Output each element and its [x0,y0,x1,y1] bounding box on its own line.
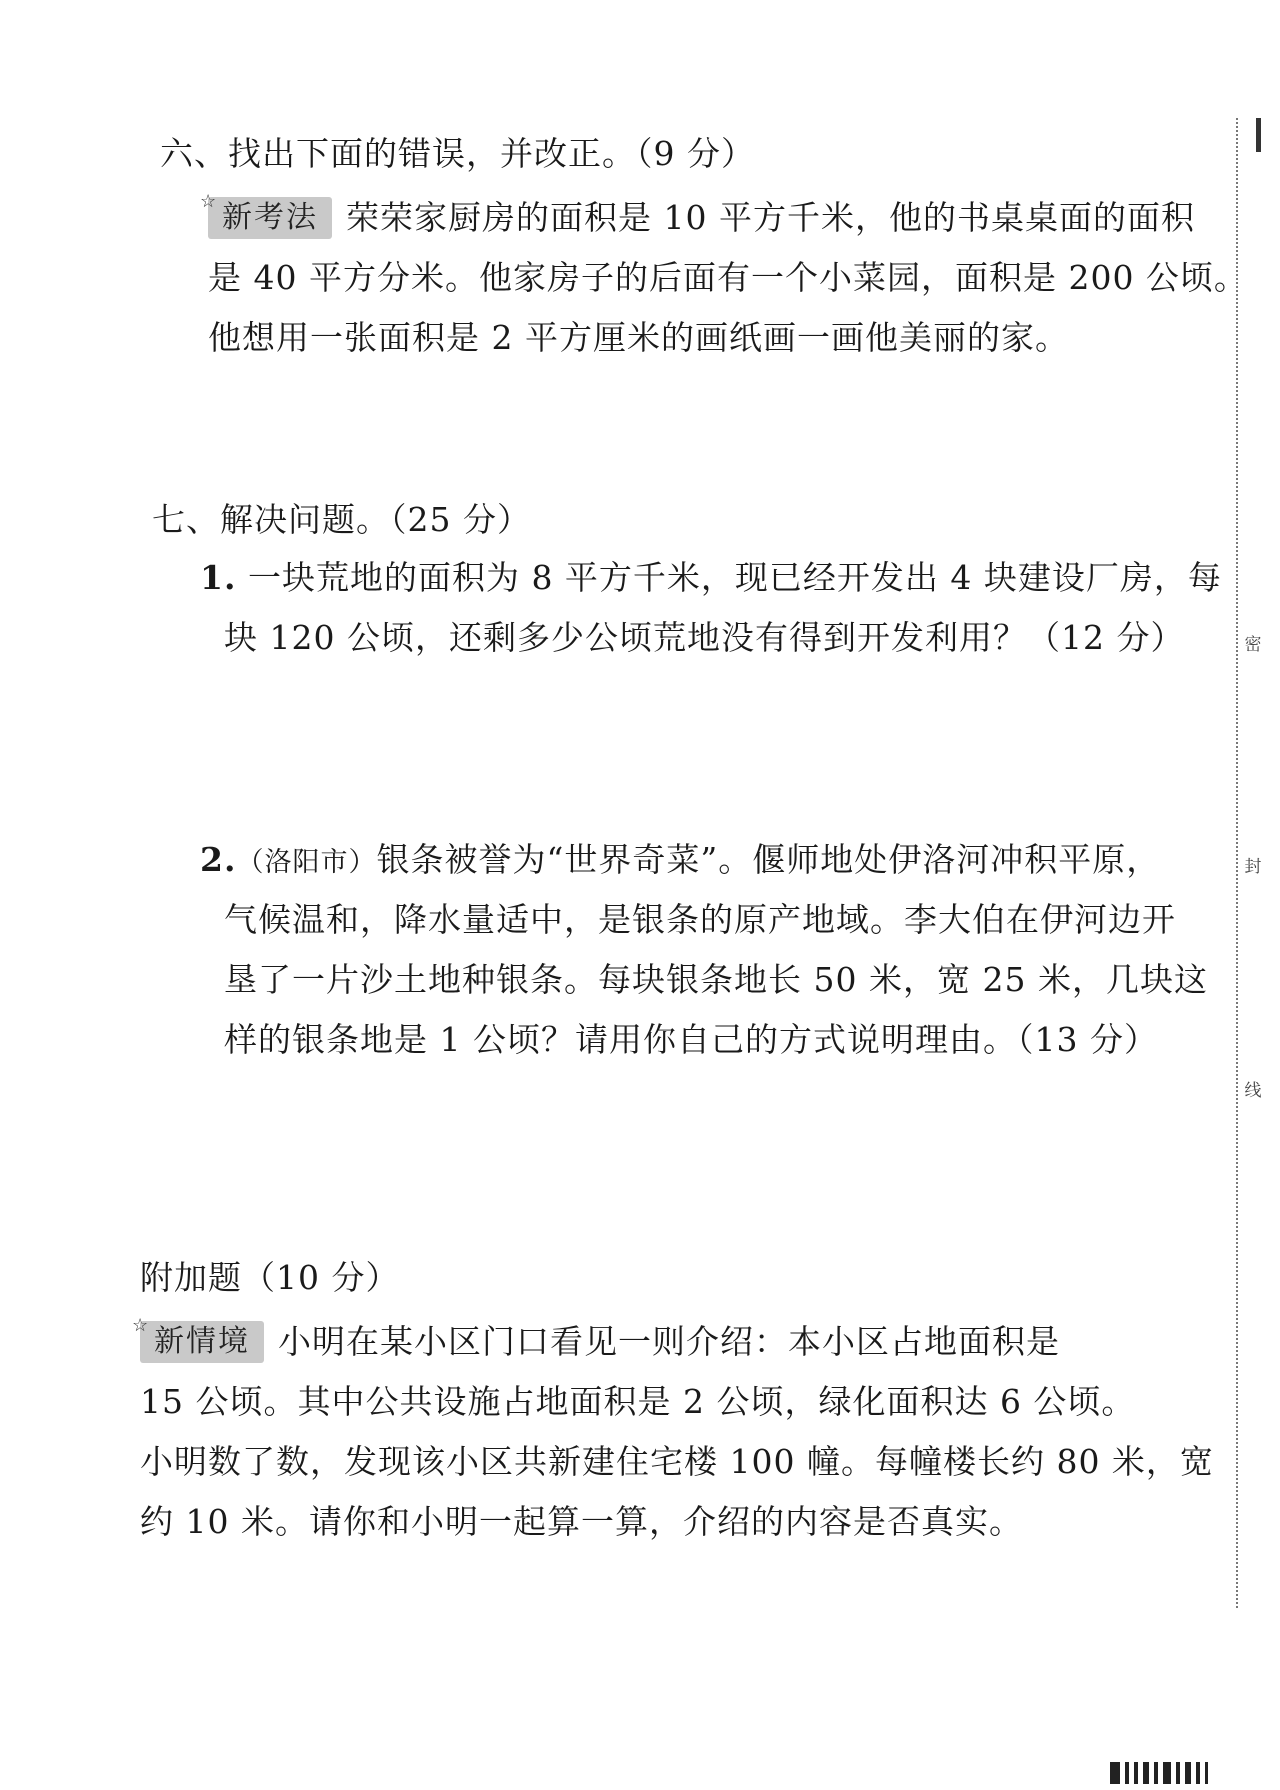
star-icon: ☆ [200,191,217,212]
new-method-tag-label: 新考法 [222,200,318,235]
binding-char-close: 封 [1238,852,1268,877]
section-6-line-3: 他想用一张面积是 2 平方厘米的画纸画一画他美丽的家。 [208,318,1069,357]
question-1-number: 1. [200,558,237,597]
question-2-line-3: 垦了一片沙土地种银条。每块银条地长 50 米，宽 25 米，几块这 [224,960,1208,999]
question-1-text-1: 一块荒地的面积为 8 平方千米，现已经开发出 4 块建设厂房，每 [247,558,1222,597]
question-1-line-2: 块 120 公顷，还剩多少公顷荒地没有得到开发利用？（12 分） [224,618,1185,657]
binding-mark [1256,118,1261,152]
bonus-text-1: 小明在某小区门口看见一则介绍：本小区占地面积是 [278,1322,1060,1361]
question-2-text-1: 银条被誉为“世界奇菜”。偃师地处伊洛河冲积平原， [376,840,1161,879]
section-7-heading: 七、解决问题。（25 分） [152,500,531,539]
question-1 [200,548,1222,668]
new-method-tag [200,191,332,239]
binding-char-seal: 密 [1238,630,1268,655]
binding-char-line: 线 [1238,1076,1268,1101]
section-6-line-1 [200,188,1248,248]
section-6-text-1: 荣荣家厨房的面积是 10 平方千米，他的书桌桌面的面积 [346,198,1195,237]
bonus-line-4: 约 10 米。请你和小明一起算一算，介绍的内容是否真实。 [140,1502,1023,1541]
bonus-heading: 附加题（10 分） [140,1258,400,1297]
question-2-line-1 [200,830,1208,890]
star-icon: ☆ [132,1315,149,1336]
bonus-line-1 [132,1312,1214,1372]
question-2 [200,830,1208,1070]
new-scenario-tag [132,1315,264,1363]
bonus-line-2: 15 公顷。其中公共设施占地面积是 2 公顷，绿化面积达 6 公顷。 [140,1382,1136,1421]
question-1-line-1 [200,548,1222,608]
question-2-number: 2. [200,840,237,879]
question-2-line-2: 气候温和，降水量适中，是银条的原产地域。李大伯在伊河边开 [224,900,1176,939]
bonus-body [132,1312,1214,1552]
section-6-line-2: 是 40 平方分米。他家房子的后面有一个小菜园，面积是 200 公顷。 [208,258,1248,297]
question-2-line-4: 样的银条地是 1 公顷？请用你自己的方式说明理由。（13 分） [224,1020,1158,1059]
new-scenario-tag-label: 新情境 [154,1324,250,1359]
section-6-heading: 六、找出下面的错误，并改正。（9 分） [160,134,755,173]
section-6-body [200,188,1248,368]
barcode-mark [1110,1758,1208,1784]
question-2-source: （洛阳市） [236,847,377,878]
bonus-line-3: 小明数了数，发现该小区共新建住宅楼 100 幢。每幢楼长约 80 米，宽 [140,1442,1214,1481]
